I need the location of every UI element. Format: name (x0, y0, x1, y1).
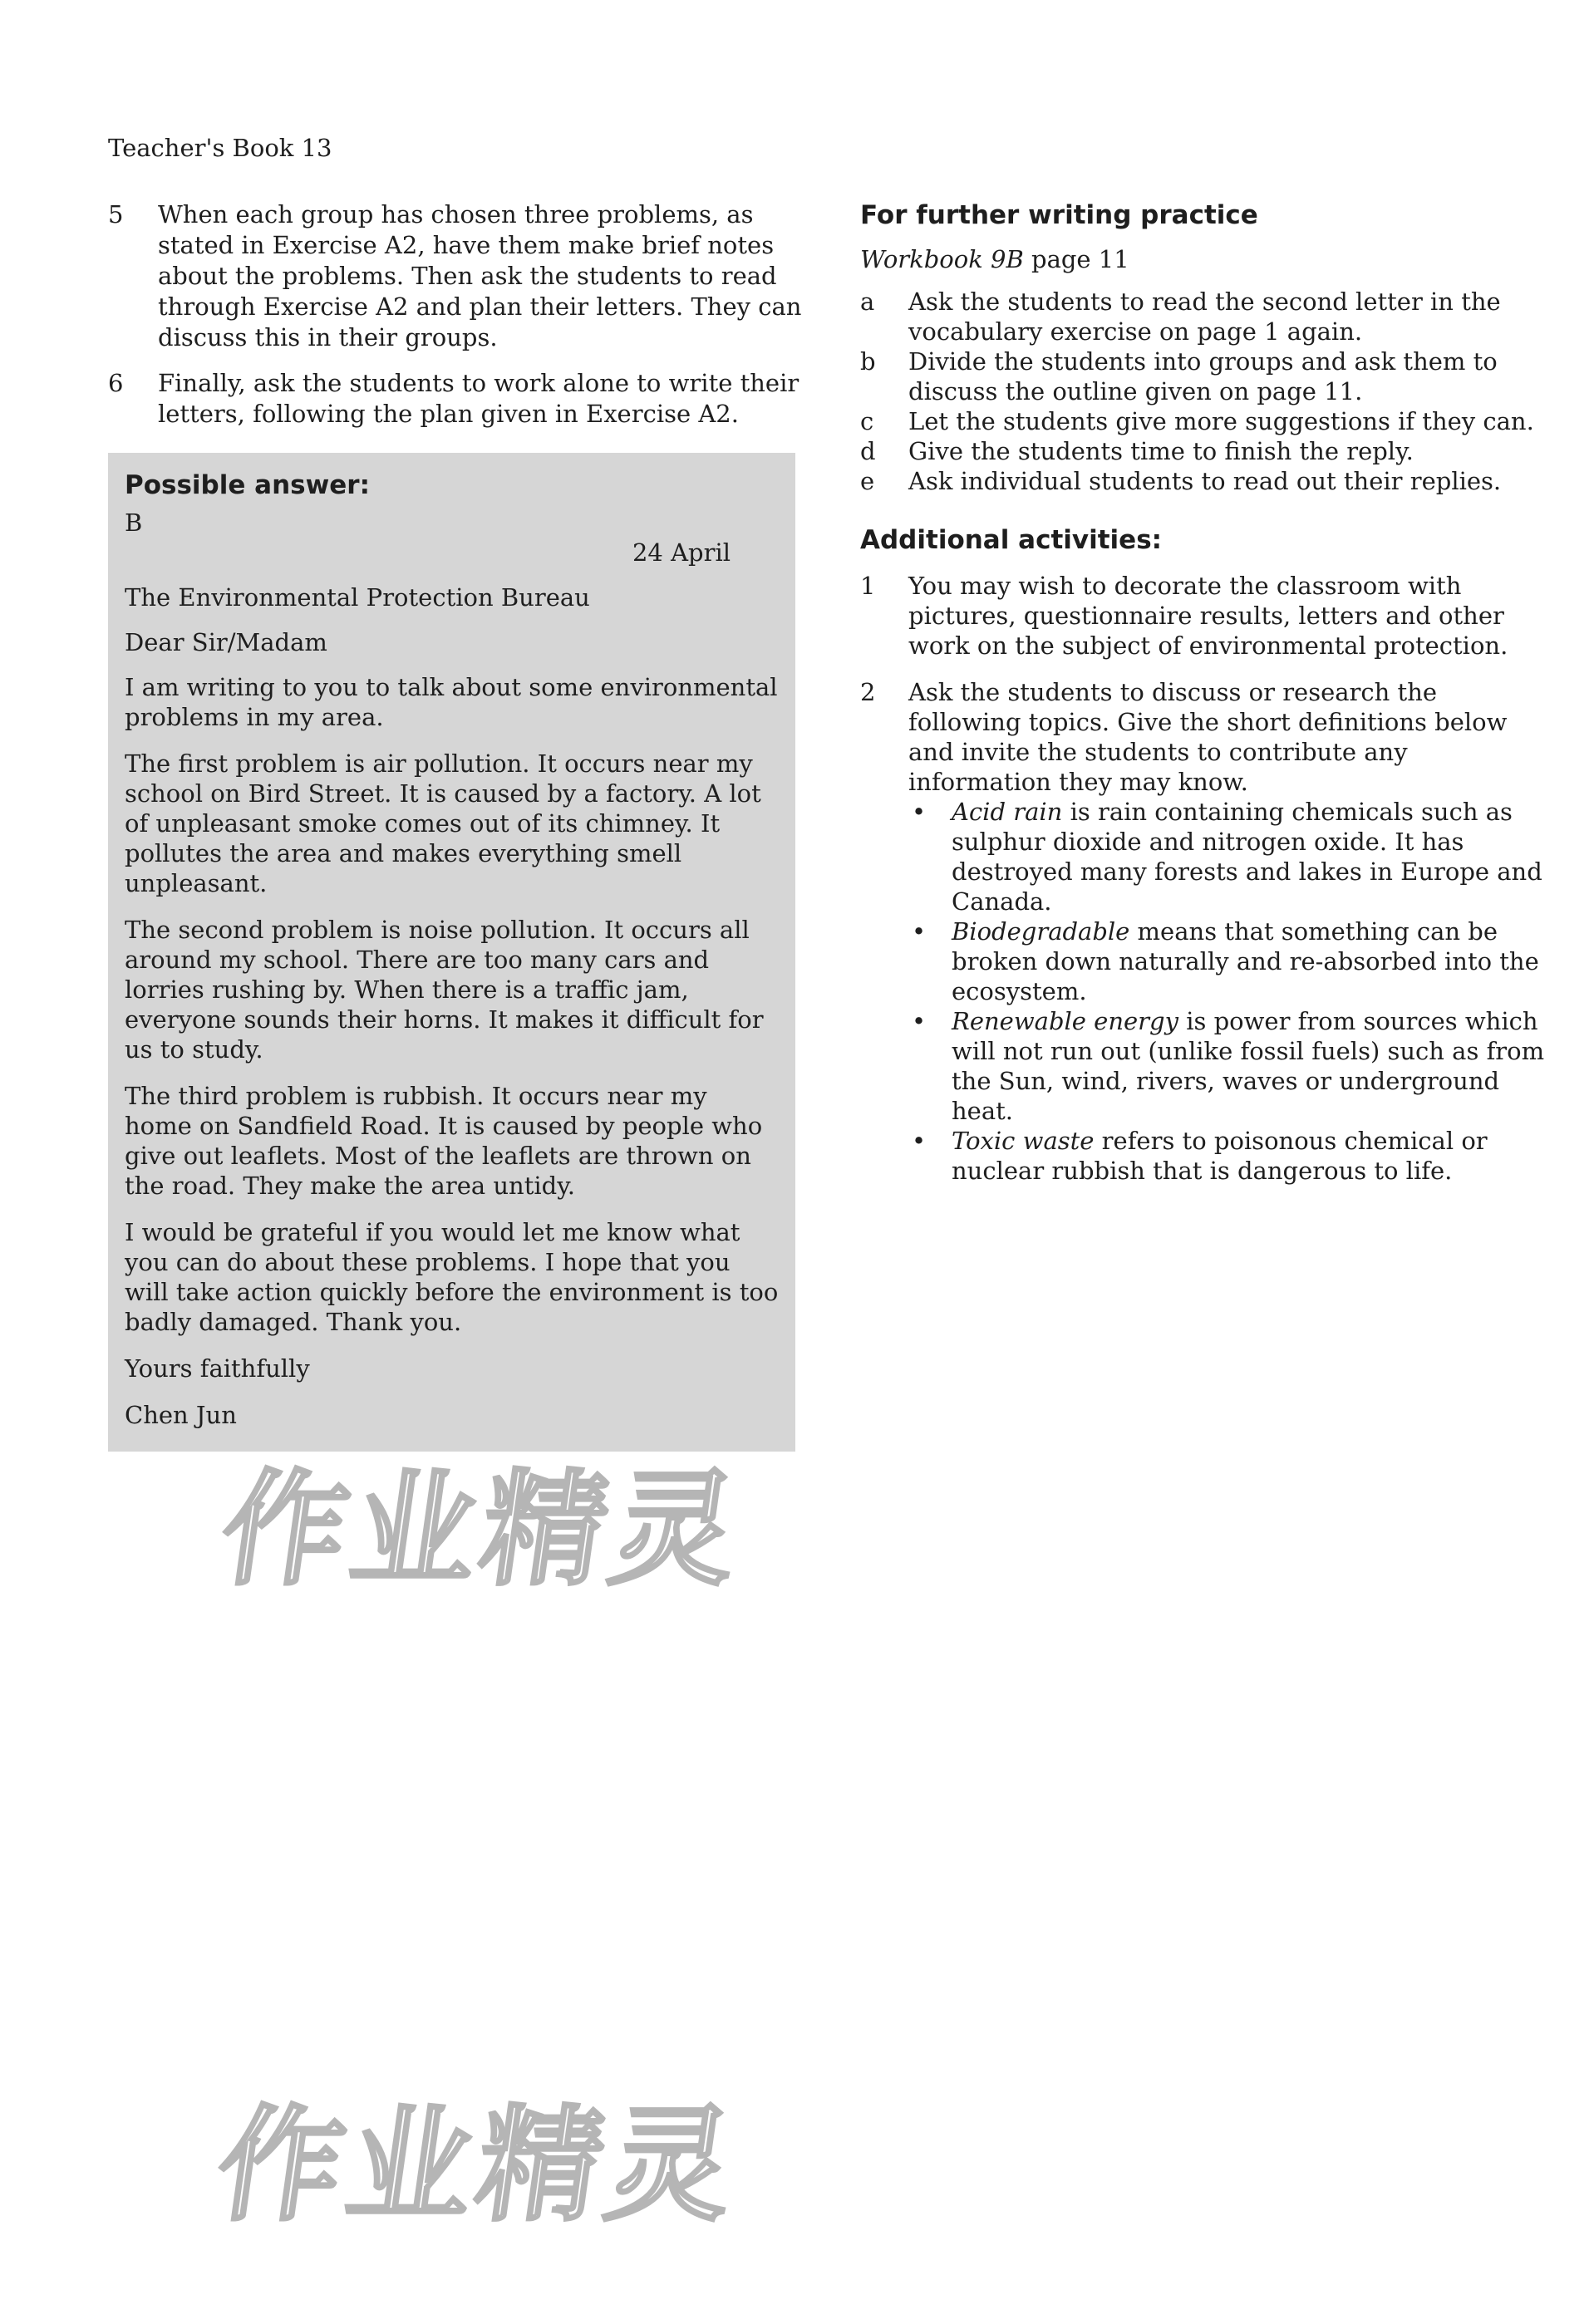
definition-item (908, 1126, 1554, 1186)
letter-date: 24 April (632, 538, 731, 567)
letter-paragraph: I would be grateful if you would let me know what you can do about these problems. I hope that you will take action quickly before the environment is too badly damaged. Thank you. (125, 1218, 779, 1336)
activity-item-1 (860, 571, 1554, 661)
letter-recipient: The Environmental Protection Bureau (125, 583, 590, 612)
bullet-icon: • (912, 1127, 927, 1155)
step-text: When each group has chosen three problems, as stated in Exercise A2, have them make brief notes about the problems. Then ask the students to read through Exercise A2 and plan their letters. They can discuss this in their groups. (158, 200, 802, 351)
answer-label: B (125, 509, 143, 537)
item-text: Ask the students to read the second letter in the vocabulary exercise on page 1 again. (908, 287, 1501, 346)
definition-body: refers to poisonous chemical or nuclear rubbish that is dangerous to life. (952, 1127, 1488, 1185)
letter-salutation: Dear Sir/Madam (125, 628, 327, 656)
item-label: b (860, 347, 876, 376)
workbook-reference (860, 244, 1554, 275)
step-item-5 (108, 199, 802, 353)
bullet-icon: • (912, 798, 927, 826)
activity-item-2 (860, 677, 1554, 1186)
item-number: 1 (860, 572, 876, 600)
definition-term: Toxic waste (952, 1127, 1095, 1155)
right-column (860, 199, 1554, 1202)
definition-text (952, 916, 1554, 1006)
watermark-logo: 作业精灵 (208, 2094, 748, 2238)
further-writing-heading: For further writing practice (860, 200, 1258, 230)
watermark-logo: 作业精灵 (212, 1458, 752, 1603)
item-text: You may wish to decorate the classroom with pictures, questionnaire results, letters and other work on the subject of environmental protection. (908, 572, 1508, 660)
definition-text (952, 1126, 1554, 1186)
additional-activities-list (860, 571, 1554, 1186)
step-list (108, 199, 802, 430)
item-label: c (860, 407, 874, 435)
letter-paragraph: The first problem is air pollution. It occurs near my school on Bird Street. It is caused by a factory. A lot of unpleasant smoke comes out of its chimney. It pollutes the area and makes everything smell unpleasant. (125, 749, 761, 897)
possible-answer-box (108, 453, 795, 1452)
list-item (860, 436, 1554, 466)
letter-paragraph: The third problem is rubbish. It occurs near my home on Sandfield Road. It is caused by people who give out leaflets. Most of the leaflets are thrown on the road. They make the area untidy. (125, 1082, 763, 1200)
item-label: a (860, 287, 875, 316)
definition-term: Renewable energy (952, 1007, 1178, 1035)
item-label: d (860, 437, 876, 465)
page-header: Teacher's Book 13 (108, 134, 332, 162)
item-text: Ask the students to discuss or research the following topics. Give the short definitions below and invite the students to contribute any information they may know. (908, 678, 1508, 796)
list-item (860, 466, 1554, 496)
left-column (108, 199, 802, 1452)
step-number: 6 (108, 369, 124, 397)
letter-closing: Yours faithfully (125, 1354, 310, 1383)
definition-item (908, 916, 1554, 1006)
definition-list (908, 797, 1554, 1186)
definition-body: means that something can be broken down naturally and re-absorbed into the ecosystem. (952, 917, 1539, 1005)
additional-activities-heading: Additional activities: (860, 525, 1163, 555)
definition-item (908, 1006, 1554, 1126)
workbook-title: Workbook 9B (860, 245, 1024, 273)
item-text: Ask individual students to read out their replies. (908, 467, 1502, 495)
item-text: Divide the students into groups and ask them to discuss the outline given on page 11. (908, 347, 1498, 405)
definition-text (952, 1006, 1554, 1126)
letter-paragraph: I am writing to you to talk about some environmental problems in my area. (125, 673, 778, 731)
answer-heading: Possible answer: (125, 470, 370, 500)
letter-signature: Chen Jun (125, 1401, 237, 1429)
bullet-icon: • (912, 917, 927, 946)
item-label: e (860, 467, 875, 495)
definition-text (952, 797, 1554, 916)
list-item (860, 287, 1554, 346)
step-item-6 (108, 368, 802, 430)
item-text: Let the students give more suggestions if they can. (908, 407, 1534, 435)
item-number: 2 (860, 678, 876, 706)
bullet-icon: • (912, 1007, 927, 1035)
definition-term: Acid rain (952, 798, 1063, 826)
definition-term: Biodegradable (952, 917, 1130, 946)
step-number: 5 (108, 200, 124, 228)
further-writing-list (860, 287, 1554, 496)
workbook-page: page 11 (1023, 245, 1129, 273)
letter-paragraph: The second problem is noise pollution. It occurs all around my school. There are too many cars and lorries rushing by. When there is a traffic jam, everyone sounds their horns. It makes it difficult for us to study. (125, 916, 764, 1064)
list-item (860, 346, 1554, 406)
definition-body: is power from sources which will not run out (unlike fossil fuels) such as from the Sun, wind, rivers, waves or underground heat. (952, 1007, 1545, 1125)
step-text: Finally, ask the students to work alone to write their letters, following the plan given in Exercise A2. (158, 369, 799, 428)
definition-item (908, 797, 1554, 916)
item-text: Give the students time to finish the reply. (908, 437, 1414, 465)
item-body (908, 677, 1554, 1186)
list-item (860, 406, 1554, 436)
definition-body: is rain containing chemicals such as sulphur dioxide and nitrogen oxide. It has destroyed many forests and lakes in Europe and Canada. (952, 798, 1542, 916)
